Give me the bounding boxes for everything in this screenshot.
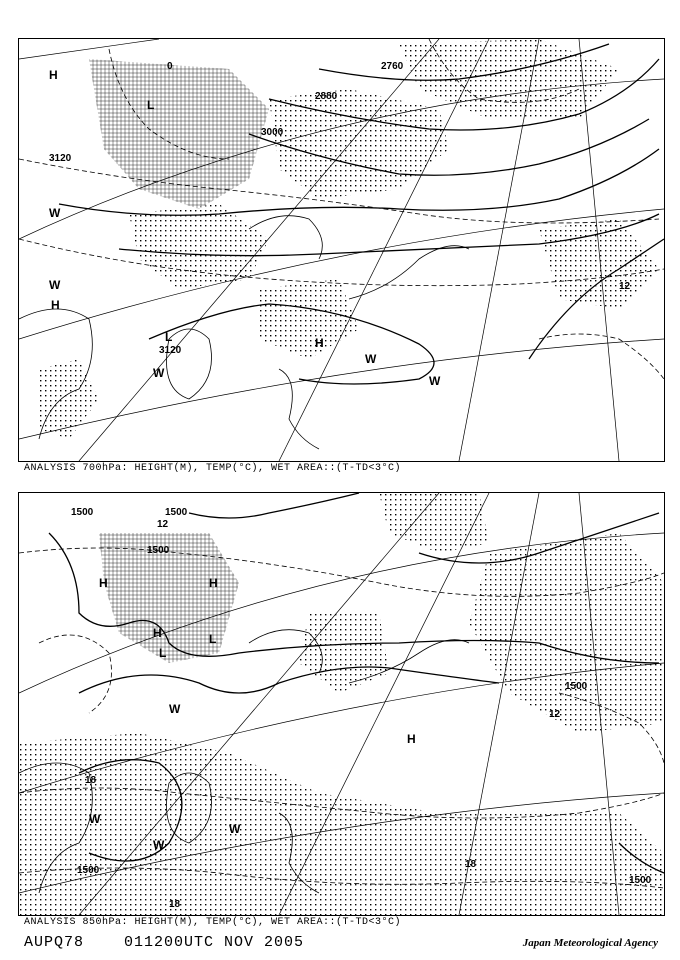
low-symbol: L [209, 632, 217, 646]
high-symbol: H [209, 576, 218, 590]
height-label: 3120 [49, 153, 72, 164]
height-label: 1500 [565, 681, 588, 692]
temp-label: 0 [167, 61, 173, 72]
temp-label: 18 [465, 859, 477, 870]
agency-credit: Japan Meteorological Agency [522, 937, 658, 949]
low-symbol: L [165, 330, 173, 344]
height-label: 3000 [261, 127, 284, 138]
low-symbol: L [147, 98, 155, 112]
warm-symbol: W [49, 278, 61, 292]
chart-700hpa [19, 39, 664, 461]
temp-label: 18 [85, 775, 97, 786]
height-label: 1500 [147, 545, 170, 556]
chart-datetime: 011200UTC NOV 2005 [124, 934, 305, 951]
high-symbol: H [153, 626, 162, 640]
warm-symbol: W [365, 352, 377, 366]
warm-symbol: W [229, 822, 241, 836]
high-symbol: H [99, 576, 108, 590]
height-label: 1500 [165, 507, 188, 518]
high-symbol: H [51, 298, 60, 312]
caption-700hpa: ANALYSIS 700hPa: HEIGHT(M), TEMP(°C), WET AREA::(T-TD<3°C) [24, 463, 402, 474]
warm-symbol: W [89, 812, 101, 826]
height-label: 1500 [629, 875, 652, 886]
warm-symbol: W [153, 366, 165, 380]
high-symbol: H [49, 68, 58, 82]
chart-850hpa [19, 493, 664, 915]
chart-code: AUPQ78 [24, 934, 85, 951]
temp-label: 12 [619, 281, 631, 292]
low-symbol: L [159, 646, 167, 660]
warm-symbol: W [429, 374, 441, 388]
height-label: 3120 [159, 345, 182, 356]
height-label: 2880 [315, 91, 338, 102]
high-symbol: H [407, 732, 416, 746]
height-label: 1500 [71, 507, 94, 518]
warm-symbol: W [153, 838, 165, 852]
warm-symbol: W [49, 206, 61, 220]
temp-label: 18 [169, 899, 181, 910]
map-panel-850hpa [18, 492, 665, 916]
height-label: 2760 [381, 61, 404, 72]
wet-area-700 [39, 39, 659, 439]
temp-label: 12 [549, 709, 561, 720]
wet-area-850 [19, 493, 664, 915]
temp-label: 12 [157, 519, 169, 530]
caption-850hpa: ANALYSIS 850hPa: HEIGHT(M), TEMP(°C), WET AREA::(T-TD<3°C) [24, 917, 402, 928]
warm-symbol: W [169, 702, 181, 716]
chart-footer [24, 934, 304, 951]
high-symbol: H [315, 336, 324, 350]
height-label: 1500 [77, 865, 100, 876]
map-panel-700hpa [18, 38, 665, 462]
